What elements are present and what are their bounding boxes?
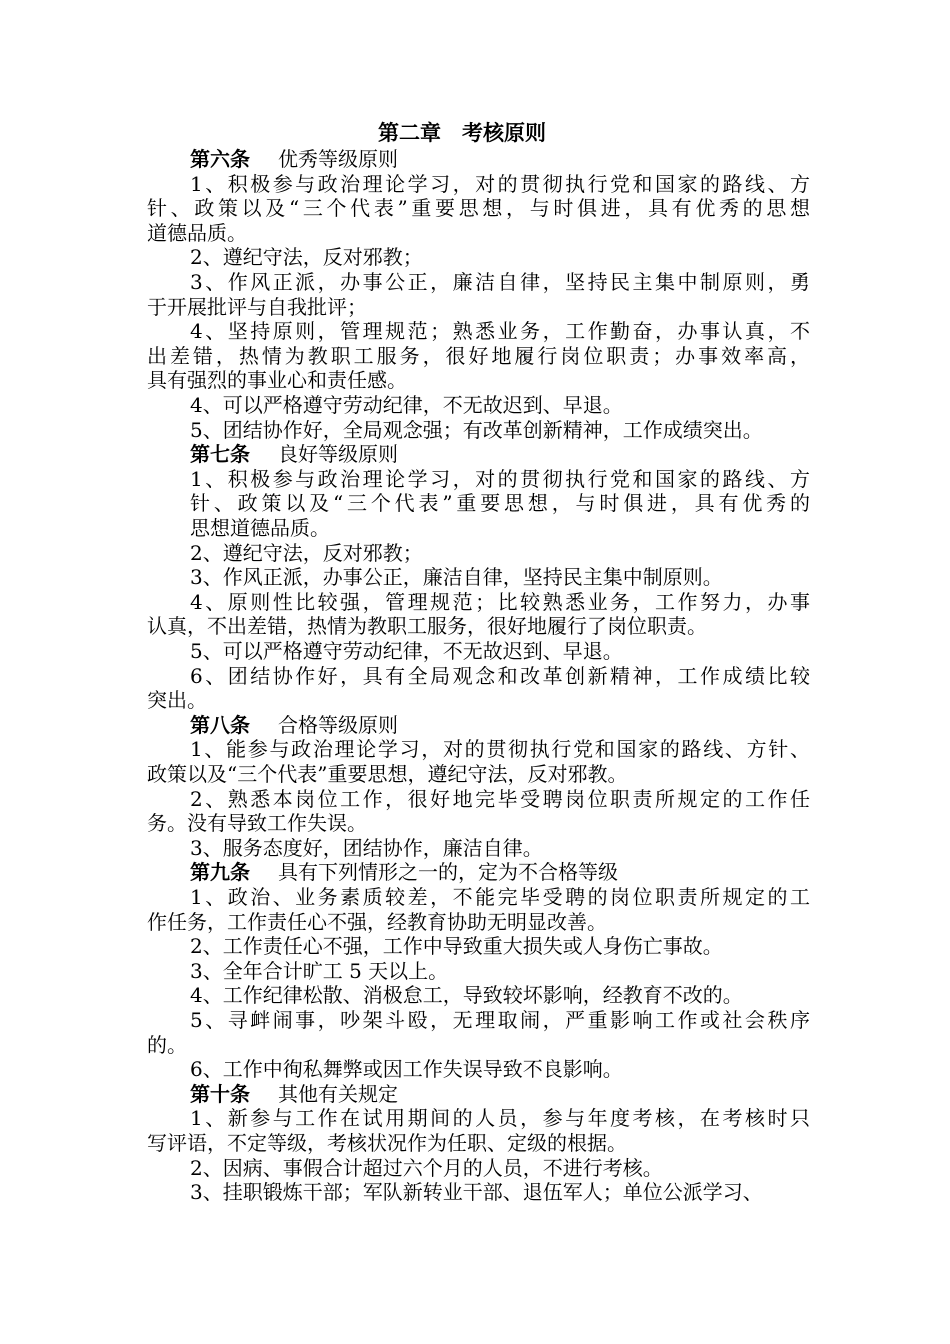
paragraph-line xyxy=(0,909,950,935)
paragraph-text: 3、作风正派，办事公正，廉洁自律，坚持民主集中制原则，勇 xyxy=(190,270,813,294)
paragraph-text: 写评语，不定等级，考核状况作为任职、定级的根据。 xyxy=(147,1131,627,1155)
paragraph-text: 2、遵纪守法，反对邪教； xyxy=(190,245,423,270)
paragraph-text: 务。没有导致工作失误。 xyxy=(147,811,367,836)
article-label: 第七条 xyxy=(190,442,250,467)
paragraph-line xyxy=(0,663,950,689)
paragraph-text: 出差错，热情为教职工服务，很好地履行岗位职责；办事效率高， xyxy=(147,343,813,368)
paragraph-text: 6、团结协作好，具有全局观念和改革创新精神，工作成绩比较 xyxy=(190,663,813,688)
paragraph-line xyxy=(0,884,950,910)
paragraph-text: 3、作风正派，办事公正，廉洁自律，坚持民主集中制原则。 xyxy=(190,565,723,590)
paragraph-text: 2、工作责任心不强，工作中导致重大损失或人身伤亡事故。 xyxy=(190,934,723,959)
paragraph-line xyxy=(0,1007,950,1033)
paragraph-line xyxy=(0,1056,950,1082)
paragraph-line xyxy=(0,318,950,344)
paragraph-text: 5、团结协作好，全局观念强；有改革创新精神，工作成绩突出。 xyxy=(190,417,763,442)
paragraph-text: 的。 xyxy=(147,1032,187,1057)
paragraph-line xyxy=(0,367,950,393)
paragraph-text: 2、熟悉本岗位工作，很好地完毕受聘岗位职责所规定的工作任 xyxy=(190,786,813,811)
paragraph-text: 3、挂职锻炼干部；军队新转业干部、退伍军人；单位公派学习、 xyxy=(190,1180,763,1205)
article-title: 优秀等级原则 xyxy=(278,147,398,171)
paragraph-line xyxy=(0,466,950,492)
paragraph-line xyxy=(0,638,950,664)
article-heading xyxy=(0,441,950,467)
paragraph-line xyxy=(0,613,950,639)
paragraph-line xyxy=(0,835,950,861)
paragraph-text: 思想道德品质。 xyxy=(190,516,330,540)
article-title: 具有下列情形之一的，定为不合格等级 xyxy=(278,860,618,885)
paragraph-line xyxy=(0,294,950,320)
paragraph-line xyxy=(0,195,950,221)
paragraph-text: 1、能参与政治理论学习，对的贯彻执行党和国家的路线、方针、 xyxy=(190,737,812,762)
paragraph-line xyxy=(0,1032,950,1058)
article-heading xyxy=(0,1081,950,1107)
paragraph-text: 针、政策以及“三个代表”重要思想，与时俱进，具有优秀的思想 xyxy=(147,196,814,221)
paragraph-text: 4、可以严格遵守劳动纪律，不无故迟到、早退。 xyxy=(190,393,623,417)
article-label: 第六条 xyxy=(190,147,250,171)
article-heading xyxy=(0,712,950,738)
chapter-title xyxy=(0,120,950,146)
paragraph-line xyxy=(0,392,950,418)
paragraph-text: 4、原则性比较强，管理规范；比较熟悉业务，工作努力，办事 xyxy=(190,589,813,614)
paragraph-text: 1、积极参与政治理论学习，对的贯彻执行党和国家的路线、方 xyxy=(190,466,813,491)
paragraph-line xyxy=(0,982,950,1008)
paragraph-text: 2、因病、事假合计超过六个月的人员，不进行考核。 xyxy=(190,1155,663,1180)
paragraph-line xyxy=(0,1105,950,1131)
paragraph-text: 1、积极参与政治理论学习，对的贯彻执行党和国家的路线、方 xyxy=(190,171,813,196)
paragraph-text: 道德品质。 xyxy=(147,220,247,245)
article-label: 第十条 xyxy=(190,1081,250,1106)
paragraph-line xyxy=(0,220,950,246)
paragraph-line xyxy=(0,810,950,836)
paragraph-text: 于开展批评与自我批评； xyxy=(147,294,367,319)
paragraph-text: 认真，不出差错，热情为教职工服务，很好地履行了岗位职责。 xyxy=(147,614,707,639)
paragraph-text: 突出。 xyxy=(147,688,207,713)
paragraph-text: 4、工作纪律松散、消极怠工，导致较坏影响，经教育不改的。 xyxy=(190,983,743,1008)
paragraph-text: 作任务，工作责任心不强，经教育协助无明显改善。 xyxy=(147,909,607,934)
paragraph-line xyxy=(0,1179,950,1205)
paragraph-text: 3、全年合计旷工 5 天以上。 xyxy=(190,958,449,983)
paragraph-line xyxy=(0,958,950,984)
paragraph-line xyxy=(0,1155,950,1181)
paragraph-text: 1、政治、业务素质较差，不能完毕受聘的岗位职责所规定的工 xyxy=(190,885,813,909)
article-title: 其他有关规定 xyxy=(278,1081,398,1106)
paragraph-line xyxy=(0,589,950,615)
paragraph-line xyxy=(0,244,950,270)
paragraph-line xyxy=(0,687,950,713)
article-heading xyxy=(0,146,950,172)
paragraph-line xyxy=(0,761,950,787)
paragraph-line xyxy=(0,540,950,566)
paragraph-text: 1、新参与工作在试用期间的人员，参与年度考核，在考核时只 xyxy=(190,1106,813,1131)
chapter-title-text: 第二章 考核原则 xyxy=(378,120,546,145)
article-label: 第九条 xyxy=(190,860,250,885)
paragraph-text: 政策以及“三个代表”重要思想，遵纪守法，反对邪教。 xyxy=(147,762,628,786)
paragraph-text: 5、寻衅闹事，吵架斗殴，无理取闹，严重影响工作或社会秩序 xyxy=(190,1008,813,1032)
paragraph-text: 3、服务态度好，团结协作，廉洁自律。 xyxy=(190,835,543,860)
paragraph-text: 4、坚持原则，管理规范；熟悉业务，工作勤奋，办事认真，不 xyxy=(190,319,813,344)
paragraph-line xyxy=(0,171,950,197)
paragraph-line xyxy=(0,515,950,541)
paragraph-line xyxy=(0,490,950,516)
paragraph-line xyxy=(0,269,950,295)
paragraph-text: 6、工作中徇私舞弊或因工作失误导致不良影响。 xyxy=(190,1057,623,1082)
paragraph-line xyxy=(0,736,950,762)
article-title: 良好等级原则 xyxy=(278,442,398,467)
paragraph-text: 5、可以严格遵守劳动纪律，不无故迟到、早退。 xyxy=(190,639,623,663)
article-heading xyxy=(0,859,950,885)
paragraph-line xyxy=(0,933,950,959)
paragraph-text: 2、遵纪守法，反对邪教； xyxy=(190,540,423,565)
article-label: 第八条 xyxy=(190,712,250,737)
paragraph-line xyxy=(0,1130,950,1156)
paragraph-line xyxy=(0,343,950,369)
article-title: 合格等级原则 xyxy=(278,712,398,737)
paragraph-line xyxy=(0,564,950,590)
paragraph-line xyxy=(0,417,950,443)
paragraph-text: 针、政策以及“三个代表”重要思想，与时俱进，具有优秀的 xyxy=(190,491,814,516)
paragraph-text: 具有强烈的事业心和责任感。 xyxy=(147,368,407,393)
paragraph-line xyxy=(0,786,950,812)
